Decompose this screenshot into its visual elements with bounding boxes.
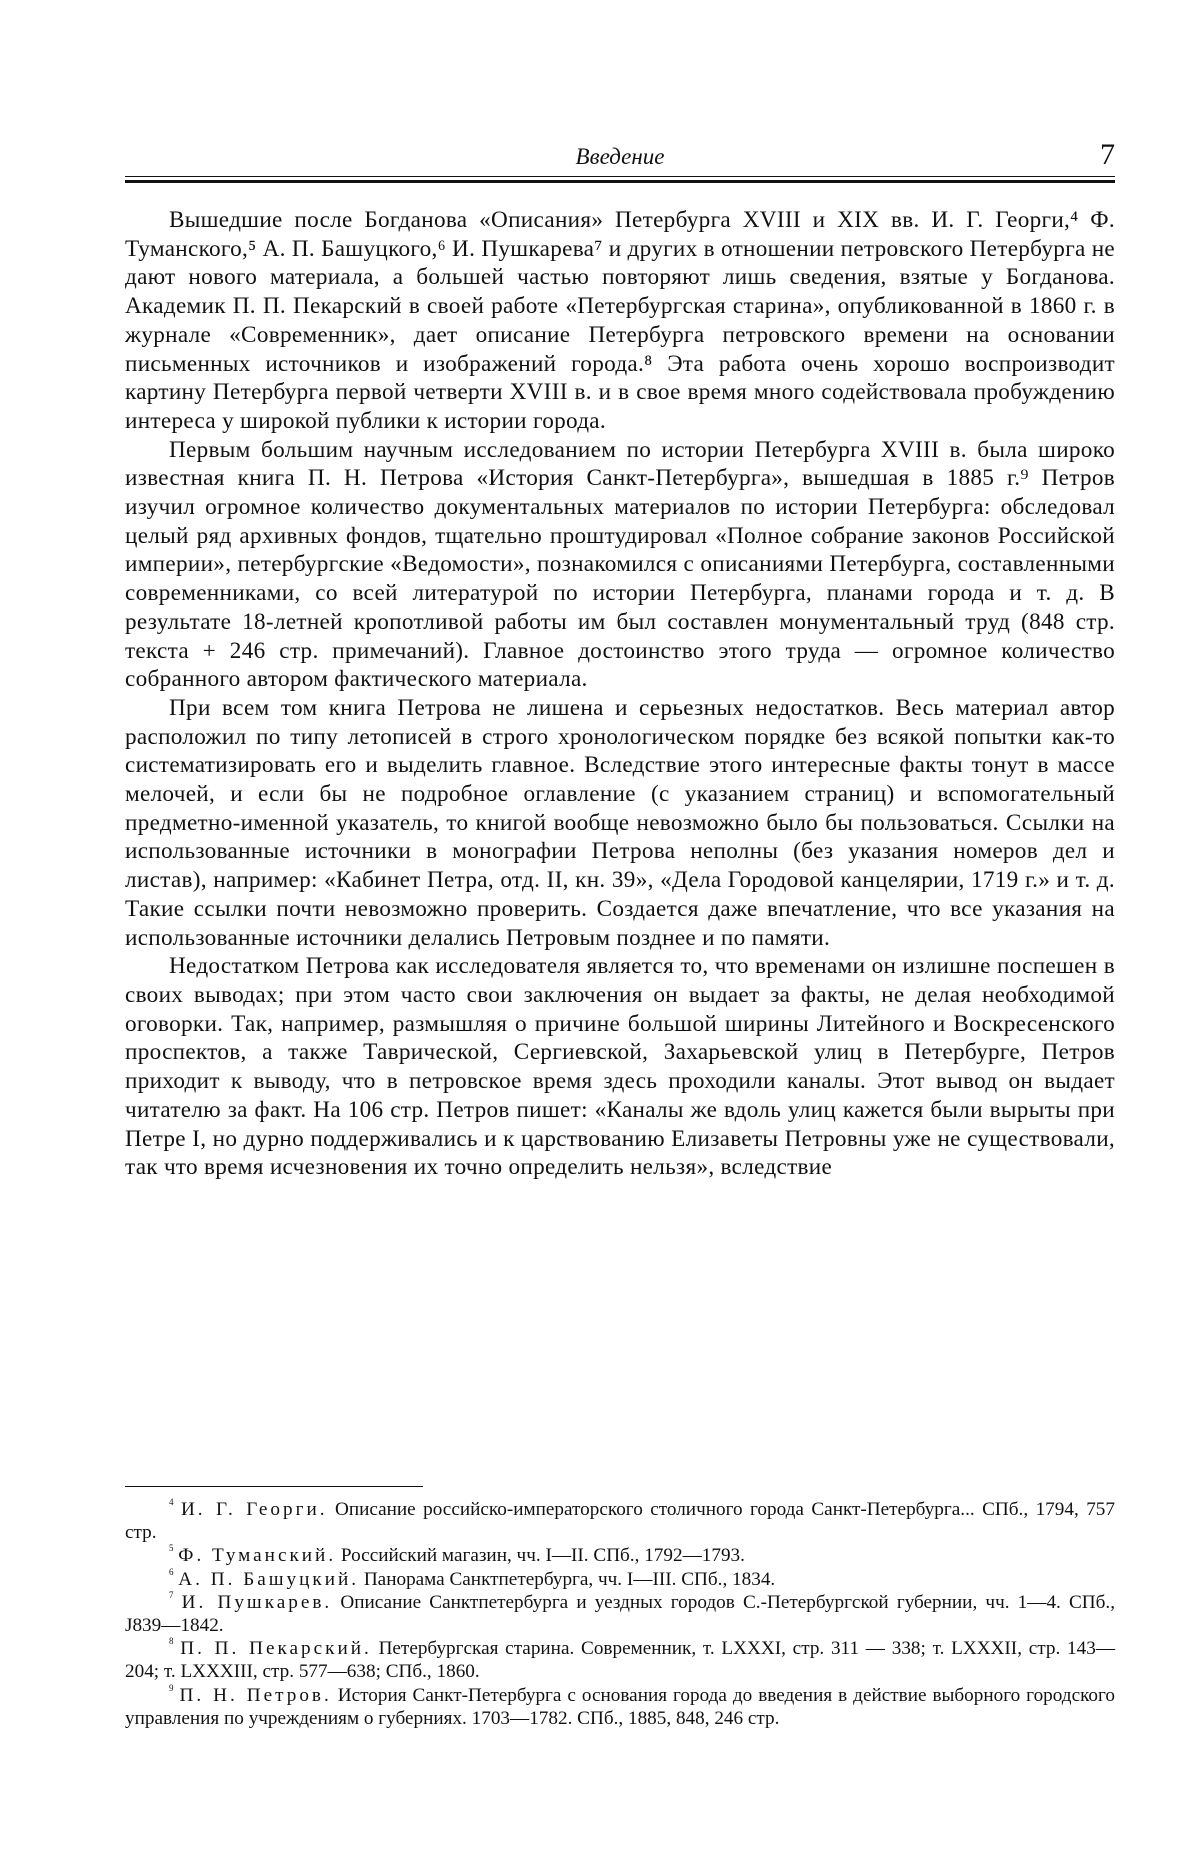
footnote-text: Петербургская старина. Современник, т. LXXXI, стр. 311 — 338; т. LXXXII, стр. 143—204; т. LXXXIII, стр. 577—638; СПб., 1860. bbox=[125, 1638, 1116, 1683]
footnote-author: А. П. Башуцкий. bbox=[178, 1568, 360, 1590]
footnote-author: И. Пушкарев. bbox=[181, 1591, 333, 1613]
footnote bbox=[125, 1637, 1115, 1683]
footnote bbox=[125, 1568, 1115, 1591]
footnote-text: Панорама Санктпетербурга, чч. I—III. СПб., 1834. bbox=[363, 1568, 776, 1590]
header-rule-thin bbox=[125, 176, 1115, 177]
footnote-author: П. Н. Петров. bbox=[179, 1684, 332, 1706]
page-number: 7 bbox=[1100, 138, 1115, 171]
footnote-mark: 9 bbox=[169, 1682, 174, 1693]
footnote-text: Описание российско-императорского столичного города Санкт-Петербурга... СПб., 1794, 757 стр. bbox=[125, 1499, 1115, 1544]
footnote-separator bbox=[125, 1486, 423, 1487]
paragraph: При всем том книга Петрова не лишена и серьезных недостатков. Весь материал автор расположил по типу летописей в строго хронологическом порядке без всякой попытки как-то систематизировать его и выделить главное. Вследствие этого интересные факты тонут в массе мелочей, и если бы не подробное оглавление (с указанием страниц) и вспомогательный предметно-именной указатель, то книгой вообще невозможно было бы пользоваться. Ссылки на использованные источники в монографии Петрова неполны (без указания номеров дел и листав), например: «Кабинет Петра, отд. II, кн. 39», «Дела Городовой канцелярии, 1719 г.» и т. д. Такие ссылки почти невозможно проверить. Создается даже впечатление, что все указания на использованные источники делались Петровым позднее и по памяти. bbox=[125, 694, 1115, 951]
footnote-text: Описание Санктпетербурга и уездных городов С.-Петербургской губернии, чч. 1—4. СПб., J839—1842. bbox=[125, 1591, 1116, 1637]
footnote bbox=[125, 1544, 1115, 1567]
footnote-mark: 6 bbox=[169, 1566, 174, 1577]
footnote-author: П. П. Пекарский. bbox=[180, 1638, 372, 1660]
paragraph: Вышедшие после Богданова «Описания» Петербурга XVIII и XIX вв. И. Г. Георги,⁴ Ф. Туманского,⁵ А. П. Башуцкого,⁶ И. Пушкарева⁷ и других в отношении петровского Петербурга не дают нового материала, а большей частью повторяют лишь сведения, взятые у Богданова. Академик П. П. Пекарский в своей работе «Петербургская старина», опубликованной в 1860 г. в журнале «Современник», дает описание Петербурга петровского времени на основании письменных источников и изображений города.⁸ Эта работа очень хорошо воспроизводит картину Петербурга первой четверти XVIII в. и в свое время много содействовала пробуждению интереса у широкой публики к истории города. bbox=[125, 207, 1115, 434]
footnote bbox=[125, 1498, 1115, 1544]
paragraph: Недостатком Петрова как исследователя является то, что временами он излишне поспешен в своих выводах; при этом часто свои заключения он выдает за факты, не делая необходимой оговорки. Так, например, размышляя о причине большой ширины Литейного и Воскресенского проспектов, а также Таврической, Сергиевской, Захарьевской улиц в Петербурге, Петров приходит к выводу, что в петровское время здесь проходили каналы. Этот вывод он выдает читателю за факт. На 106 стр. Петров пишет: «Каналы же вдоль улиц кажется были вырыты при Петре I, но дурно поддерживались и к царствованию Елизаветы Петровны уже не существовали, так что время исчезновения их точно определить нельзя», вследствие bbox=[125, 953, 1115, 1181]
footnote-mark: 7 bbox=[169, 1589, 174, 1600]
footnote-text: Российский магазин, чч. I—II. СПб., 1792—1793. bbox=[340, 1545, 745, 1567]
header-rule-thick bbox=[125, 180, 1115, 183]
running-header bbox=[125, 140, 1115, 180]
paragraph: Первым большим научным исследованием по истории Петербурга XVIII в. была широко известная книга П. Н. Петрова «История Санкт-Петербурга», вышедшая в 1885 г.⁹ Петров изучил огромное количество документальных материалов по истории Петербурга: обследовал целый ряд архивных фондов, тщательно проштудировал «Полное собрание законов Российской империи», петербургские «Ведомости», познакомился с описаниями Петербурга, составленными современниками, со всей литературой по истории Петербурга, планами города и т. д. В результате 18-летней кропотливой работы им был составлен монументальный труд (848 стр. текста + 246 стр. примечаний). Главное достоинство этого труда — огромное количество собранного автором фактического материала. bbox=[125, 436, 1115, 693]
footnote-mark: 8 bbox=[169, 1636, 174, 1647]
footnote-mark: 5 bbox=[169, 1543, 174, 1554]
main-text bbox=[125, 206, 1115, 1182]
footnote-author: Ф. Туманский. bbox=[178, 1545, 337, 1567]
footnotes bbox=[125, 1498, 1115, 1730]
footnote-text: История Санкт-Петербурга с основания города до введения в действие выборного городского управления по учреждениям о губерниях. 1703—1782. СПб., 1885, 848, 246 стр. bbox=[125, 1684, 1116, 1729]
footnote bbox=[125, 1591, 1115, 1637]
footnote-author: И. Г. Георги. bbox=[180, 1499, 328, 1520]
footnote-mark: 4 bbox=[169, 1497, 174, 1507]
running-title: Введение bbox=[575, 144, 665, 169]
footnote bbox=[125, 1684, 1115, 1730]
